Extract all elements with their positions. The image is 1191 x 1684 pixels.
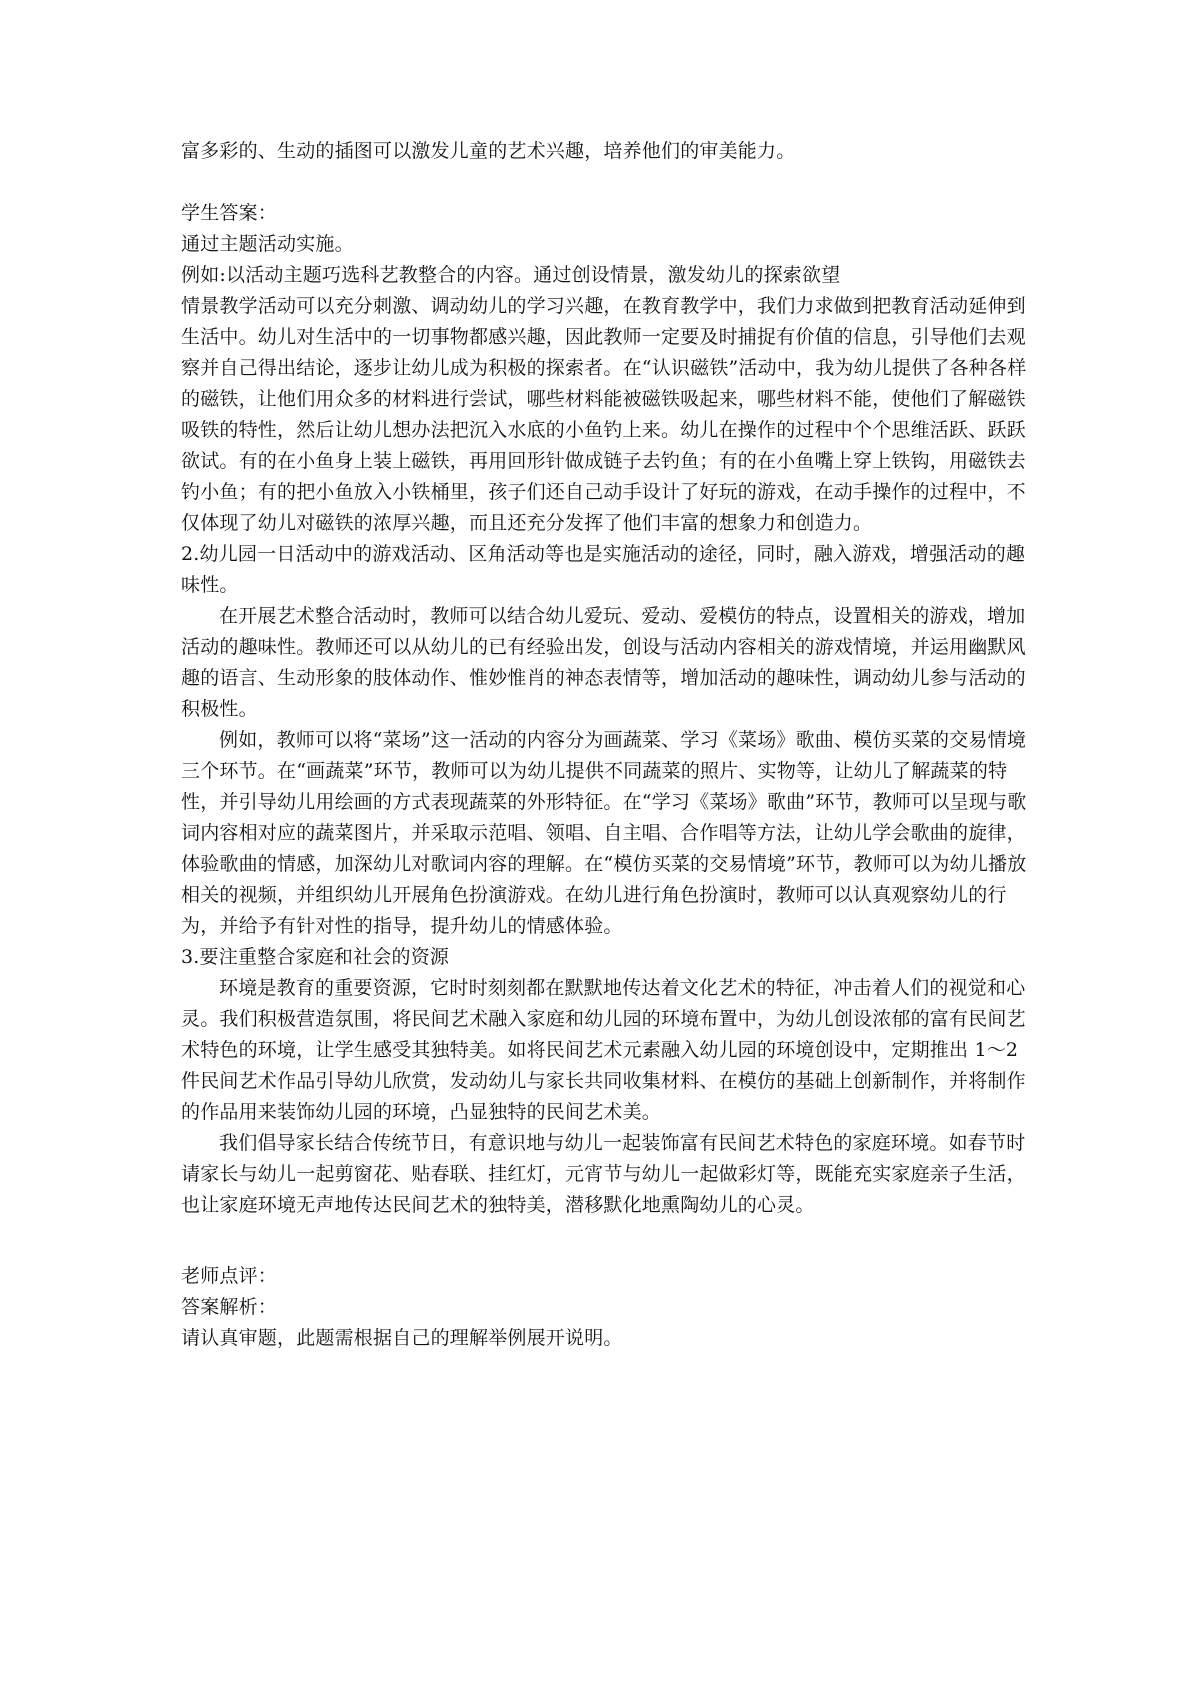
vegetable-market-paragraph: 例如，教师可以将“菜场”这一活动的内容分为画蔬菜、学习《菜场》歌曲、模仿买菜的交易情境三个环节。在“画蔬菜”环节，教师可以为幼儿提供不同蔬菜的照片、实物等，让幼儿了解蔬菜的特性，并引导幼儿用绘画的方式表现蔬菜的外形特征。在“学习《菜场》歌曲”环节，教师可以呈现与歌词内容相对应的蔬菜图片，并采取示范唱、领唱、自主唱、合作唱等方法，让幼儿学会歌曲的旋律，体验歌曲的情感，加深幼儿对歌词内容的理解。在“模仿买菜的交易情境”环节，教师可以为幼儿播放相关的视频，并组织幼儿开展角色扮演游戏。在幼儿进行角色扮演时，教师可以认真观察幼儿的行为，并给予有针对性的指导，提升幼儿的情感体验。: [181, 729, 1027, 937]
answer-line-1: 通过主题活动实施。: [181, 233, 354, 255]
answer-line-2: 例如:以活动主题巧选科艺教整合的内容。通过创设情景，激发幼儿的探索欲望: [181, 264, 841, 286]
answer-analysis-label: 答案解析：: [181, 1296, 278, 1318]
answer-point-2: 2.幼儿园一日活动中的游戏活动、区角活动等也是实施活动的途径，同时，融入游戏，增强活动的趣味性。: [181, 543, 1026, 596]
game-paragraph: 在开展艺术整合活动时，教师可以结合幼儿爱玩、爱动、爱模仿的特点，设置相关的游戏，增加活动的趣味性。教师还可以从幼儿的已有经验出发，创设与活动内容相关的游戏情境，并运用幽默风趣的语言、生动形象的肢体动作、惟妙惟肖的神态表情等，增加活动的趣味性，调动幼儿参与活动的积极性。: [181, 605, 1026, 720]
document-body: [181, 136, 1031, 1354]
teacher-comment-label: 老师点评：: [181, 1265, 278, 1287]
section-3-heading: 3.要注重整合家庭和社会的资源: [181, 946, 450, 968]
environment-paragraph: 环境是教育的重要资源，它时时刻刻都在默默地传达着文化艺术的特征，冲击着人们的视觉和心灵。我们积极营造氛围，将民间艺术融入家庭和幼儿园的环境布置中，为幼儿创设浓郁的富有民间艺术特色的环境，让学生感受其独特美。如将民间艺术元素融入幼儿园的环境创设中，定期推出 1～2 件民间艺术作品引导幼儿欣赏，发动幼儿与家长共同收集材料、在模仿的基础上创新制作，并将制作的作品用来装饰幼儿园的环境，凸显独特的民间艺术美。: [181, 977, 1026, 1123]
answer-paragraph-magnet: 情景教学活动可以充分刺激、调动幼儿的学习兴趣，在教育教学中，我们力求做到把教育活动延伸到生活中。幼儿对生活中的一切事物都感兴趣，因此教师一定要及时捕捉有价值的信息，引导他们去观察并自己得出结论，逐步让幼儿成为积极的探索者。在“认识磁铁”活动中，我为幼儿提供了各种各样的磁铁，让他们用众多的材料进行尝试，哪些材料能被磁铁吸起来，哪些材料不能，使他们了解磁铁吸铁的特性，然后让幼儿想办法把沉入水底的小鱼钓上来。幼儿在操作的过程中个个思维活跃、跃跃欲试。有的在小鱼身上装上磁铁，再用回形针做成链子去钓鱼；有的在小鱼嘴上穿上铁钩，用磁铁去钓小鱼；有的把小鱼放入小铁桶里，孩子们还自己动手设计了好玩的游戏，在动手操作的过程中，不仅体现了幼儿对磁铁的浓厚兴趣，而且还充分发挥了他们丰富的想象力和创造力。: [181, 295, 1027, 534]
intro-line: 富多彩的、生动的插图可以激发儿童的艺术兴趣，培养他们的审美能力。: [181, 140, 796, 162]
student-answer-label: 学生答案：: [181, 202, 278, 224]
festival-paragraph: 我们倡导家长结合传统节日，有意识地与幼儿一起装饰富有民间艺术特色的家庭环境。如春节时请家长与幼儿一起剪窗花、贴春联、挂红灯，元宵节与幼儿一起做彩灯等，既能充实家庭亲子生活，也让家庭环境无声地传达民间艺术的独特美，潜移默化地熏陶幼儿的心灵。: [181, 1132, 1026, 1216]
analysis-text: 请认真审题，此题需根据自己的理解举例展开说明。: [181, 1327, 623, 1349]
